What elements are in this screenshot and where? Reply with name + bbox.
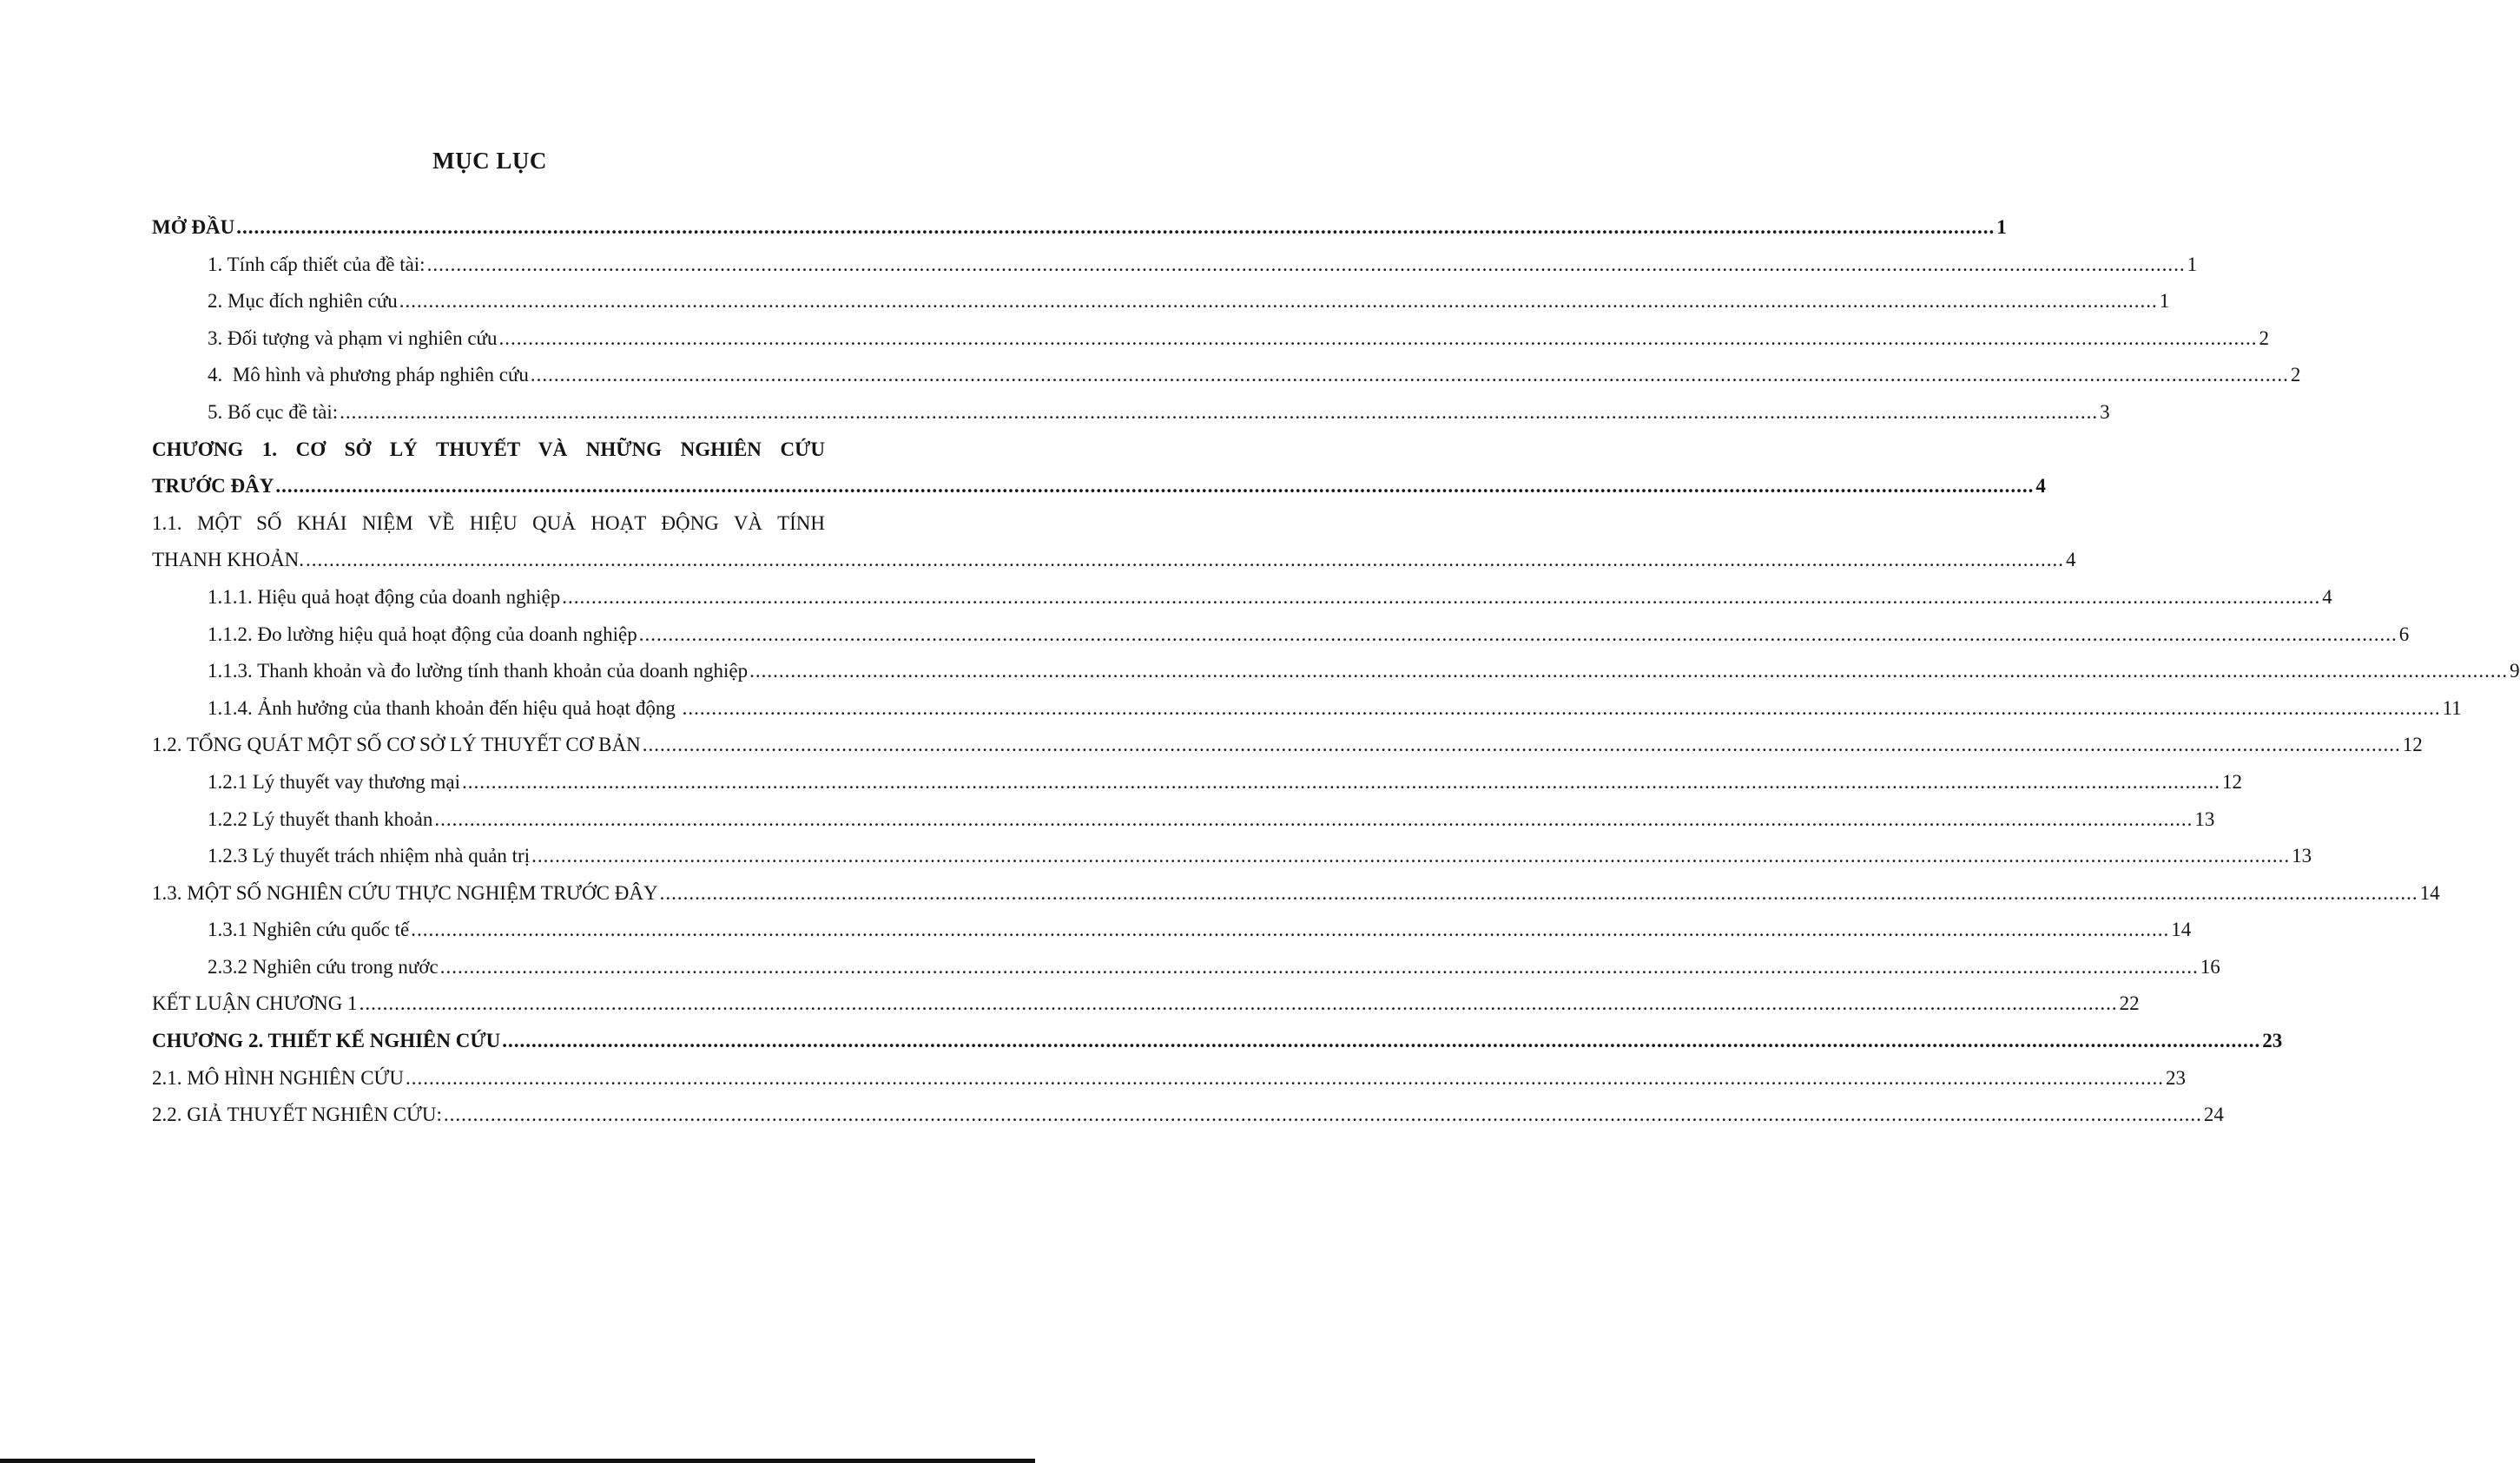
toc-entry-text: 1.2.3 Lý thuyết trách nhiệm nhà quản trị xyxy=(208,845,531,867)
toc-entry-2-3-2[interactable] xyxy=(152,949,2220,986)
toc-entry-2[interactable] xyxy=(152,283,2170,320)
toc-entry-1-3-1[interactable] xyxy=(152,912,2192,949)
dot-leader: ............................................................................................................................................................................................................................................................................................................ xyxy=(749,660,2509,682)
toc-entry-text: 5. Bố cục đề tài: xyxy=(208,400,339,423)
toc-page-number: 23 xyxy=(2166,1066,2186,1089)
toc-page-number: 16 xyxy=(2200,955,2220,978)
toc-entry-text: 2. Mục đích nghiên cứu xyxy=(208,290,398,313)
dot-leader: ............................................................................................................................................................................................................................................................................................................ xyxy=(562,585,2321,608)
toc-page-number: 2 xyxy=(2290,364,2301,386)
dot-leader: ............................................................................................................................................................................................................................................................................................................ xyxy=(498,326,2258,349)
toc-entry-2-2[interactable] xyxy=(152,1097,2224,1134)
toc-entry-text: 1.3. MỘT SỐ NGHIÊN CỨU THỰC NGHIỆM TRƯỚC ĐÂY xyxy=(152,881,658,904)
toc-entry-chuong-1[interactable]: CHƯƠNG 1. CƠ SỞ LÝ THUYẾT VÀ NHỮNG NGHIÊN CỨU xyxy=(152,438,825,460)
toc-page-number: 14 xyxy=(2419,881,2440,904)
toc-page-number: 4 xyxy=(2035,475,2046,498)
toc-page-number: 1 xyxy=(2187,253,2198,275)
bottom-edge-rule xyxy=(0,1459,1035,1463)
toc-entry-1-2-3[interactable] xyxy=(152,838,2312,875)
dot-leader: ............................................................................................................................................................................................................................................................................................................ xyxy=(439,955,2199,978)
toc-entry-text: 1.3.1 Nghiên cứu quốc tế xyxy=(208,919,410,941)
toc-entry-text: 1.2.1 Lý thuyết vay thương mại xyxy=(208,770,461,793)
dot-leader: ............................................................................................................................................................................................................................................................................................................ xyxy=(443,1104,2202,1126)
toc-entry-text: 1. Tính cấp thiết của đề tài: xyxy=(208,253,425,275)
toc-entry-1[interactable] xyxy=(152,247,2198,284)
dot-leader: ............................................................................................................................................................................................................................................................................................................ xyxy=(531,845,2291,867)
toc-entry-chuong-2[interactable] xyxy=(152,1023,2283,1060)
toc-page-number: 4 xyxy=(2322,585,2332,608)
dot-leader: ............................................................................................................................................................................................................................................................................................................ xyxy=(306,549,2065,571)
toc-page-number: 23 xyxy=(2262,1030,2283,1052)
dot-leader: ............................................................................................................................................................................................................................................................................................................ xyxy=(340,400,2099,423)
dot-leader: ............................................................................................................................................................................................................................................................................................................ xyxy=(434,807,2193,830)
toc-entry-ket-luan-1[interactable] xyxy=(152,985,2140,1023)
toc-entry-text: 2.3.2 Nghiên cứu trong nước xyxy=(208,955,439,978)
toc-page-number: 4 xyxy=(2066,549,2076,571)
page-title: MỤC LỤC xyxy=(432,148,547,174)
toc-page-number: 11 xyxy=(2442,696,2462,719)
toc-entry-text: 1.2. TỔNG QUÁT MỘT SỐ CƠ SỞ LÝ THUYẾT CƠ BẢN xyxy=(152,734,641,756)
toc-entry-4[interactable] xyxy=(152,357,2301,394)
toc-entry-mo-dau[interactable] xyxy=(152,209,2007,247)
toc-entry-3[interactable] xyxy=(152,320,2269,358)
dot-leader: ............................................................................................................................................................................................................................................................................................................ xyxy=(682,696,2441,719)
toc-entry-text: KẾT LUẬN CHƯƠNG 1 xyxy=(152,992,358,1015)
dot-leader: ............................................................................................................................................................................................................................................................................................................ xyxy=(462,770,2221,793)
toc-entry-text: 1.2.2 Lý thuyết thanh khoản xyxy=(208,807,433,830)
toc-page-number: 1 xyxy=(2159,290,2170,313)
toc-entry-text: 3. Đối tượng và phạm vi nghiên cứu xyxy=(208,326,498,349)
toc-entry-1-3[interactable] xyxy=(152,875,2440,913)
dot-leader: ............................................................................................................................................................................................................................................................................................................ xyxy=(642,734,2401,756)
toc-entry-text: THANH KHOẢN. xyxy=(152,549,305,571)
toc-entry-1-1[interactable]: 1.1. MỘT SỐ KHÁI NIỆM VỀ HIỆU QUẢ HOẠT ĐỘNG VÀ TÍNH xyxy=(152,511,825,534)
toc-page-number: 6 xyxy=(2398,623,2410,645)
toc-entry-1-1-1[interactable] xyxy=(152,579,2332,616)
dot-leader: ............................................................................................................................................................................................................................................................................................................ xyxy=(236,216,1996,238)
toc-entry-text: 2.2. GIẢ THUYẾT NGHIÊN CỨU: xyxy=(152,1104,442,1126)
toc-entry-text: 1.1.3. Thanh khoản và đo lường tính thanh khoản của doanh nghiệp xyxy=(208,660,749,682)
toc-page-number: 24 xyxy=(2203,1104,2224,1126)
toc-entry-2-1[interactable] xyxy=(152,1060,2186,1097)
toc-entry-text: TRƯỚC ĐÂY xyxy=(152,475,274,498)
toc-entry-text: CHƯƠNG 2. THIẾT KẾ NGHIÊN CỨU xyxy=(152,1030,501,1052)
dot-leader: ............................................................................................................................................................................................................................................................................................................ xyxy=(406,1066,2164,1089)
toc-entry-1-1-cont[interactable] xyxy=(152,542,2076,579)
toc-page-number: 1 xyxy=(1996,216,2007,238)
toc-page-number: 13 xyxy=(2292,845,2312,867)
toc-entry-1-2-2[interactable] xyxy=(152,801,2215,839)
toc-entry-1-2[interactable] xyxy=(152,727,2423,764)
toc-entry-1-1-2[interactable] xyxy=(152,616,2410,654)
toc-page-number: 13 xyxy=(2194,807,2215,830)
dot-leader: ............................................................................................................................................................................................................................................................................................................ xyxy=(426,253,2186,275)
toc-entry-1-1-3[interactable] xyxy=(152,653,2520,690)
dot-leader: ............................................................................................................................................................................................................................................................................................................ xyxy=(638,623,2398,645)
toc-entry-1-2-1[interactable] xyxy=(152,764,2243,801)
toc-page-number: 12 xyxy=(2402,734,2423,756)
dot-leader: ............................................................................................................................................................................................................................................................................................................ xyxy=(411,919,2170,941)
dot-leader: ............................................................................................................................................................................................................................................................................................................ xyxy=(502,1030,2261,1052)
toc-page-number: 14 xyxy=(2171,919,2192,941)
toc-entry-text: 1.1.1. Hiệu quả hoạt động của doanh nghiệp xyxy=(208,585,561,608)
dot-leader: ............................................................................................................................................................................................................................................................................................................ xyxy=(275,475,2035,498)
toc-entry-1-1-4[interactable] xyxy=(152,690,2462,728)
toc-entry-5[interactable] xyxy=(152,394,2110,432)
dot-leader: ............................................................................................................................................................................................................................................................................................................ xyxy=(399,290,2158,313)
dot-leader: ............................................................................................................................................................................................................................................................................................................ xyxy=(359,992,2118,1015)
toc-page-number: 9 xyxy=(2510,660,2520,682)
toc-page-number: 3 xyxy=(2100,400,2110,423)
toc-page-number: 2 xyxy=(2259,326,2269,349)
dot-leader: ............................................................................................................................................................................................................................................................................................................ xyxy=(659,881,2418,904)
toc-entry-text: 1.1.2. Đo lường hiệu quả hoạt động của doanh nghiệp xyxy=(208,623,637,645)
dot-leader: ............................................................................................................................................................................................................................................................................................................ xyxy=(530,364,2289,386)
toc-entry-text: 1.1.4. Ảnh hưởng của thanh khoản đến hiệu quả hoạt động xyxy=(208,696,681,719)
toc-page-number: 12 xyxy=(2222,770,2243,793)
toc-page-number: 22 xyxy=(2119,992,2140,1015)
toc-entry-text: 2.1. MÔ HÌNH NGHIÊN CỨU xyxy=(152,1066,404,1089)
toc-entry-chuong-1-cont[interactable] xyxy=(152,468,2046,505)
table-of-contents xyxy=(152,209,2520,1134)
toc-entry-text: MỞ ĐẦU xyxy=(152,216,235,238)
toc-entry-text: 4. Mô hình và phương pháp nghiên cứu xyxy=(208,364,529,386)
